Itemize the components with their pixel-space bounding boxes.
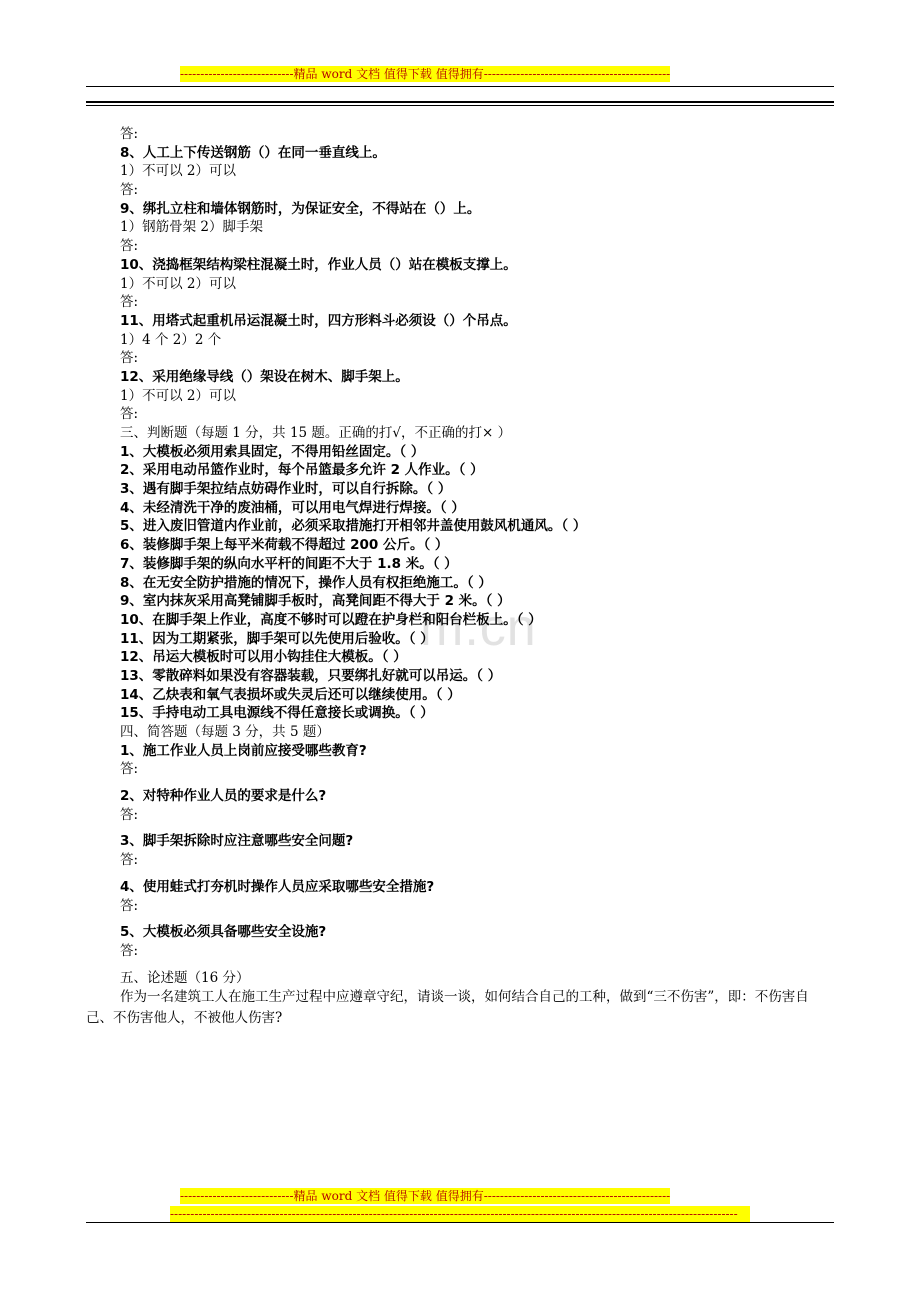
question-text: 5、大模板必须具备哪些安全设施? (120, 924, 327, 941)
question-text: 1、大模板必须用索具固定，不得用铅丝固定。（ ） (120, 443, 425, 460)
spacer (86, 915, 834, 923)
section-heading: 四、简答题（每题 3 分，共 5 题） (120, 724, 330, 740)
question-text: 5、进入废旧管道内作业前，必须采取措施打开相邻井盖使用鼓风机通风。（ ） (120, 518, 587, 535)
answer-options: 1）不可以 2）可以 (120, 275, 236, 292)
header-banner: ----------------------------精品 word 文档 值得下载 值得拥有---------------------------------------------- (180, 67, 671, 81)
header-rule-double-bottom (86, 105, 834, 106)
question-text: 4、未经清洗干净的废油桶，可以用电气焊进行焊接。（ ） (120, 499, 465, 516)
spacer (86, 824, 834, 832)
answer-label: 答: (120, 852, 139, 869)
question-text: 7、装修脚手架的纵向水平杆的间距不大于 1.8 米。（ ） (120, 555, 458, 572)
answer-label: 答: (120, 897, 139, 914)
question-text: 10、在脚手架上作业，高度不够时可以蹬在护身栏和阳台栏板上。（ ） (120, 611, 542, 628)
question-text: 12、采用绝缘导线（）架设在树木、脚手架上。 (120, 368, 409, 385)
answer-label: 答: (120, 126, 139, 142)
answer-label: 答: (120, 806, 139, 823)
question-list (86, 125, 834, 987)
spacer (86, 870, 834, 878)
spacer (86, 779, 834, 787)
answer-label: 答: (120, 350, 139, 367)
question-text: 9、绑扎立柱和墙体钢筋时，为保证安全，不得站在（）上。 (120, 200, 481, 217)
footer-banner-dashes: -------------------------------------------------------------------------------------------------------------------------------------------- (170, 1206, 750, 1222)
question-text: 3、遇有脚手架拉结点妨碍作业时，可以自行拆除。（ ） (120, 481, 452, 498)
question-text: 11、因为工期紧张，脚手架可以先使用后验收。（ ） (120, 630, 434, 647)
document-body (86, 125, 834, 1029)
header-rule-double-top (86, 101, 834, 103)
question-text: 11、用塔式起重机吊运混凝土时，四方形料斗必须设（）个吊点。 (120, 312, 517, 329)
section-heading: 三、判断题（每题 1 分，共 15 题。正确的打√，不正确的打× ） (120, 425, 512, 441)
question-text: 15、手持电动工具电源线不得任意接长或调换。（ ） (120, 705, 434, 722)
answer-label: 答: (120, 294, 139, 311)
question-text: 8、人工上下传送钢筋（）在同一垂直线上。 (120, 144, 386, 161)
question-text: 4、使用蛙式打夯机时操作人员应采取哪些安全措施? (120, 878, 435, 895)
answer-label: 答: (120, 238, 139, 255)
section-heading: 五、论述题（16 分） (120, 969, 250, 986)
question-text: 2、对特种作业人员的要求是什么? (120, 788, 327, 805)
question-text: 1、施工作业人员上岗前应接受哪些教育? (120, 742, 367, 759)
answer-options: 1）4 个 2）2 个 (120, 331, 222, 348)
answer-label: 答: (120, 761, 139, 778)
question-text: 6、装修脚手架上每平米荷载不得超过 200 公斤。（ ） (120, 537, 449, 554)
question-text: 3、脚手架拆除时应注意哪些安全问题? (120, 833, 354, 850)
answer-label: 答: (120, 406, 139, 423)
footer-banner: ----------------------------精品 word 文档 值得下载 值得拥有---------------------------------------------- (180, 1189, 671, 1203)
answer-options: 1）钢筋骨架 2）脚手架 (120, 219, 263, 236)
question-text: 12、吊运大模板时可以用小钩挂住大模板。（ ） (120, 649, 407, 666)
spacer (86, 961, 834, 969)
answer-label: 答: (120, 942, 139, 959)
question-text: 9、室内抹灰采用高凳铺脚手板时，高凳间距不得大于 2 米。（ ） (120, 593, 511, 610)
answer-options: 1）不可以 2）可以 (120, 163, 236, 180)
question-text: 2、采用电动吊篮作业时，每个吊篮最多允许 2 人作业。（ ） (120, 462, 484, 479)
header-rule-thin (86, 86, 834, 87)
question-text: 10、浇捣框架结构梁柱混凝土时，作业人员（）站在模板支撑上。 (120, 256, 517, 273)
watermark: m.cn (420, 599, 537, 657)
question-text: 14、乙炔表和氧气表损坏或失灵后还可以继续使用。（ ） (120, 686, 461, 703)
footer-rule (86, 1222, 834, 1223)
question-text: 13、零散碎料如果没有容器装载，只要绑扎好就可以吊运。（ ） (120, 667, 502, 684)
answer-options: 1）不可以 2）可以 (120, 387, 236, 404)
essay-prompt: 作为一名建筑工人在施工生产过程中应遵章守纪，请谈一谈，如何结合自己的工种，做到“三不伤害”，即：不伤害自己、不伤害他人，不被他人伤害? (86, 989, 809, 1027)
question-text: 8、在无安全防护措施的情况下，操作人员有权拒绝施工。（ ） (120, 574, 492, 591)
answer-label: 答: (120, 182, 139, 199)
